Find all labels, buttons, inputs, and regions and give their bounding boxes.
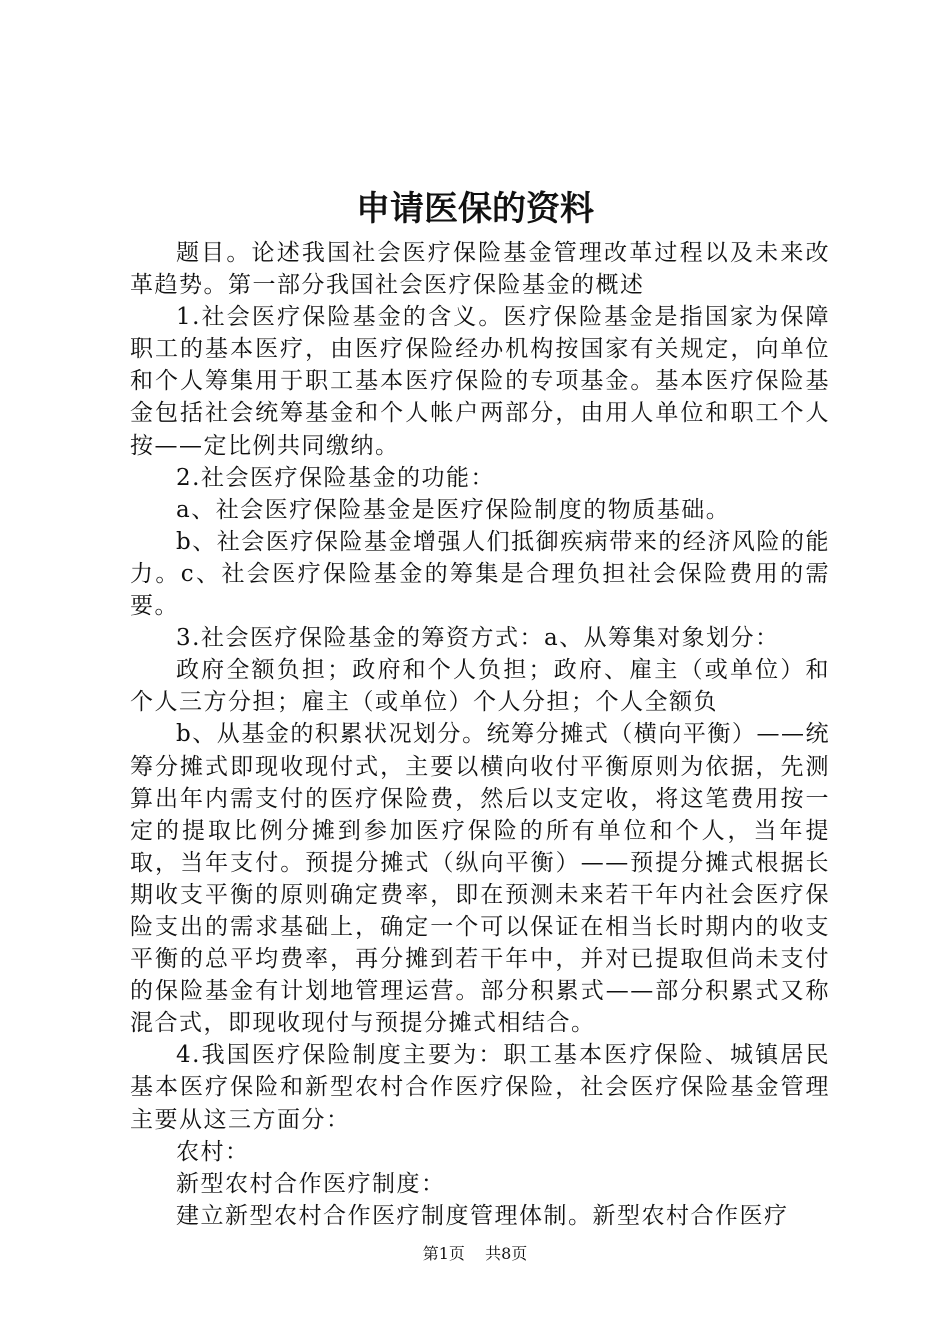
paragraph: 3.社会医疗保险基金的筹资方式：a、从筹集对象划分： (176, 625, 780, 652)
paragraph: 题目。论述我国社会医疗保险基金管理改革过程以及未来改革趋势。第一部分我国社会医疗保险基金的概述 (130, 240, 830, 299)
total-pages: 共8页 (485, 1244, 528, 1263)
paragraph: b、从基金的积累状况划分。统筹分摊式（横向平衡）——统筹分摊式即现收现付式，主要以横向收付平衡原则为依据，先测算出年内需支付的医疗保险费，然后以支定收，将这笔费用按一定的提取比例分摊到参加医疗保险的所有单位和个人，当年提取，当年支付。预提分摊式（纵向平衡）——预提分摊式根据长期收支平衡的原则确定费率，即在预测未来若干年内社会医疗保险支出的需求基础上，确定一个可以保证在相当长时期内的收支平衡的总平均费率，再分摊到若干年中，并对已提取但尚未支付的保险基金有计划地管理运营。部分积累式——部分积累式又称混合式，即现收现付与预提分摊式相结合。 (130, 721, 830, 1037)
paragraph: 1.社会医疗保险基金的含义。医疗保险基金是指国家为保障职工的基本医疗，由医疗保险经办机构按国家有关规定，向单位和个人筹集用于职工基本医疗保险的专项基金。基本医疗保险基金包括社会统筹基金和个人帐户两部分，由用人单位和职工个人按——定比例共同缴纳。 (130, 304, 830, 459)
paragraph: 新型农村合作医疗制度： (176, 1170, 446, 1197)
document-body (130, 237, 830, 1232)
paragraph: 4.我国医疗保险制度主要为：职工基本医疗保险、城镇居民基本医疗保险和新型农村合作医疗保险，社会医疗保险基金管理主要从这三方面分： (130, 1042, 830, 1133)
paragraph: 农村： (176, 1138, 250, 1165)
paragraph: a、社会医疗保险基金是医疗保险制度的物质基础。 (176, 496, 731, 523)
paragraph: 政府全额负担；政府和个人负担；政府、雇主（或单位）和个人三方分担；雇主（或单位）个人分担；个人全额负 (130, 657, 830, 716)
document-title: 申请医保的资料 (356, 189, 594, 229)
paragraph: 2.社会医疗保险基金的功能： (176, 464, 495, 491)
page-footer (0, 1243, 950, 1265)
paragraph: 建立新型农村合作医疗制度管理体制。新型农村合作医疗 (176, 1202, 789, 1229)
paragraph: b、社会医疗保险基金增强人们抵御疾病带来的经济风险的能力。c、社会医疗保险基金的筹集是合理负担社会保险费用的需要。 (130, 528, 830, 620)
page-number: 第1页 (422, 1244, 465, 1263)
